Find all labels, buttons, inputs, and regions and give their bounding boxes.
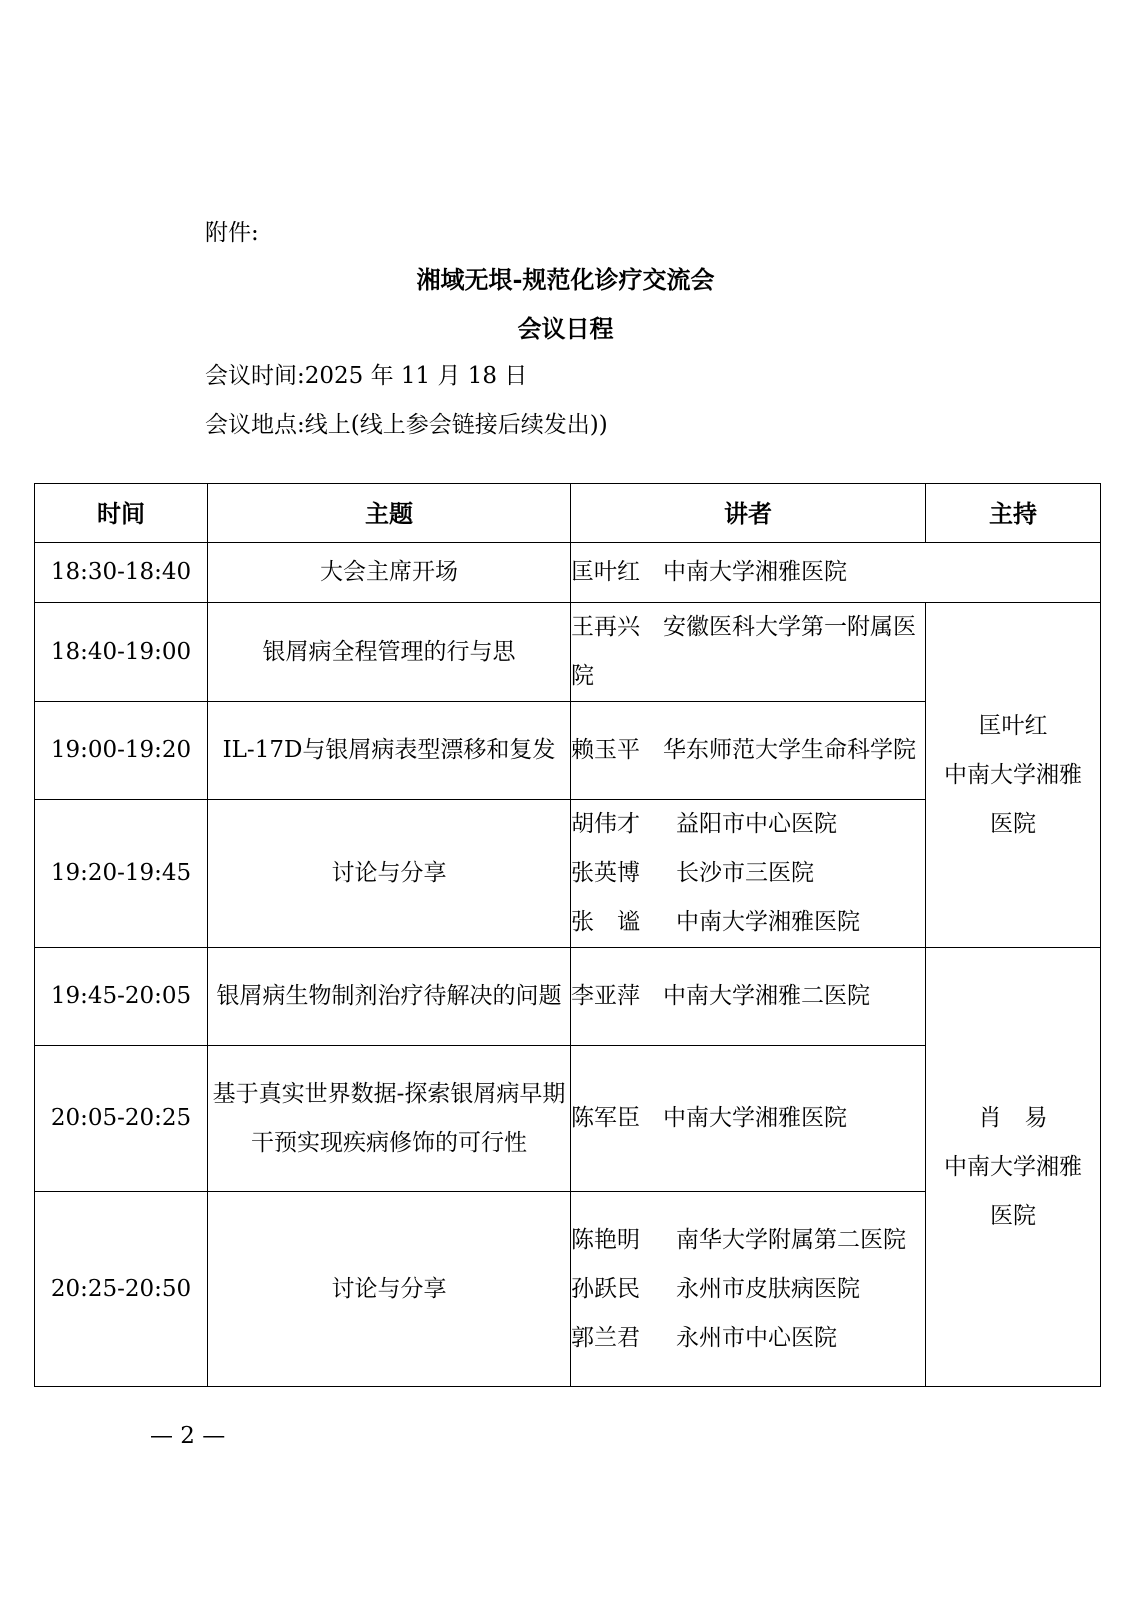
speaker-org: 中南大学湘雅医院 <box>676 909 860 935</box>
row-speaker: 赖玉平 华东师范大学生命科学院 <box>571 702 926 800</box>
row-time: 19:00-19:20 <box>35 702 208 800</box>
speaker-name: 张英博 <box>571 860 640 886</box>
host-org: 中南大学湘雅医院 <box>944 1153 1082 1229</box>
table-row <box>35 543 1101 603</box>
speaker-line <box>571 1314 925 1363</box>
header-speaker: 讲者 <box>571 484 926 543</box>
row-time: 19:20-19:45 <box>35 800 208 948</box>
row-time: 18:30-18:40 <box>35 543 208 603</box>
row-topic: 讨论与分享 <box>208 800 571 948</box>
speaker-name: 郭兰君 <box>571 1324 640 1351</box>
row-speakers <box>571 800 926 948</box>
speaker-org: 永州市中心医院 <box>676 1324 837 1351</box>
row-topic: 基于真实世界数据-探索银屑病早期干预实现疾病修饰的可行性 <box>208 1046 571 1192</box>
speaker-name: 孙跃民 <box>571 1275 640 1302</box>
speaker-org: 南华大学附属第二医院 <box>676 1226 906 1253</box>
header-time: 时间 <box>35 484 208 543</box>
table-row <box>35 603 1101 702</box>
row-speaker: 王再兴 安徽医科大学第一附属医院 <box>571 603 926 702</box>
row-topic: 讨论与分享 <box>208 1192 571 1387</box>
row-topic: 银屑病全程管理的行与思 <box>208 603 571 702</box>
speaker-line <box>571 849 925 898</box>
header-topic: 主题 <box>208 484 571 543</box>
speaker-line <box>571 1216 925 1265</box>
attachment-label: 附件: <box>205 220 259 246</box>
row-speaker: 陈军臣 中南大学湘雅医院 <box>571 1046 926 1192</box>
speaker-line <box>571 800 925 849</box>
page-number: — 2 — <box>150 1423 226 1449</box>
speaker-org: 永州市皮肤病医院 <box>676 1275 860 1302</box>
row-time: 18:40-19:00 <box>35 603 208 702</box>
row-topic: IL-17D与银屑病表型漂移和复发 <box>208 702 571 800</box>
row-topic: 大会主席开场 <box>208 543 571 603</box>
meeting-time: 会议时间:2025 年 11 月 18 日 <box>205 363 528 389</box>
speaker-org: 益阳市中心医院 <box>676 811 837 837</box>
table-header-row <box>35 484 1101 543</box>
host-name: 肖 易 <box>978 1104 1048 1131</box>
row-time: 20:25-20:50 <box>35 1192 208 1387</box>
speaker-line <box>571 898 925 947</box>
speaker-name: 陈艳明 <box>571 1226 640 1253</box>
row-time: 20:05-20:25 <box>35 1046 208 1192</box>
meeting-place: 会议地点:线上(线上参会链接后续发出)) <box>205 412 608 438</box>
host-cell <box>926 603 1101 948</box>
row-speaker: 匡叶红 中南大学湘雅医院 <box>571 543 1101 603</box>
document-subtitle: 会议日程 <box>517 314 614 343</box>
speaker-line <box>571 1265 925 1314</box>
schedule-table <box>34 483 1101 1387</box>
row-topic: 银屑病生物制剂治疗待解决的问题 <box>208 948 571 1046</box>
host-org: 中南大学湘雅医院 <box>944 761 1082 837</box>
row-speaker: 李亚萍 中南大学湘雅二医院 <box>571 948 926 1046</box>
speaker-name: 胡伟才 <box>571 811 640 837</box>
header-host: 主持 <box>926 484 1101 543</box>
host-cell <box>926 948 1101 1387</box>
table-row <box>35 948 1101 1046</box>
row-time: 19:45-20:05 <box>35 948 208 1046</box>
speaker-name: 张 谧 <box>571 909 640 935</box>
document-title: 湘域无垠-规范化诊疗交流会 <box>416 265 715 294</box>
row-speakers <box>571 1192 926 1387</box>
speaker-org: 长沙市三医院 <box>676 860 814 886</box>
host-name: 匡叶红 <box>978 712 1048 739</box>
